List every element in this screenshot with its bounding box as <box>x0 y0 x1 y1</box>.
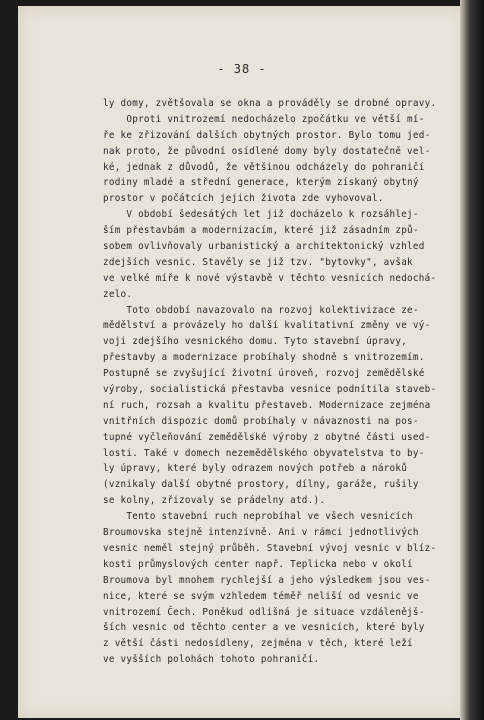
text-line: nice, které se svým vzhledem téměř neliší od vesnic ve <box>103 590 419 602</box>
text-line: přestavby a modernizace probíhaly shodně s vnitrozemím. <box>103 352 425 364</box>
text-line: losti. Také v domech nezemědělského obyvatelstva to by- <box>103 447 425 459</box>
text-line: Postupně se zvyšující životní úroveň, rozvoj zemědělské <box>103 368 425 380</box>
text-line: Tento stavební ruch neprobíhal ve všech vesnicích <box>103 511 413 523</box>
text-line: vnitrozemí Čech. Poněkud odlišná je situace vzdálenějš- <box>103 606 425 618</box>
text-line: V období šedesátých let již docházelo k rozsáhlej- <box>103 209 419 221</box>
text-line: voji zdejšího vesnického domu. Tyto stavební úpravy, <box>103 336 408 348</box>
text-line: ly úpravy, které byly odrazem nových potřeb a nároků <box>103 463 408 475</box>
text-line: mědělství a provázely ho další kvalitativní změny ve vý- <box>103 320 431 332</box>
text-line: ní ruch, rozsah a kvalitu přestaveb. Modernizace zejména <box>103 399 431 411</box>
text-line: z větší části nedosídleny, zejména v těch, které leží <box>103 638 413 650</box>
text-line: vnitřních dispozic domů probíhaly v návaznosti na pos- <box>103 415 419 427</box>
text-line: ké, jednak z důvodů, že většinou odcházely do pohraničí <box>103 161 425 173</box>
text-line: prostor v počátcích jejich života zde vyhovoval. <box>103 193 384 205</box>
text-line: zdejších vesnic. Stavěly se již tzv. "bytovky", avšak <box>103 256 413 268</box>
text-line: Oproti vnitrozemí nedocházelo zpočátku ve větší mí- <box>103 113 425 125</box>
text-line: Broumovska stejně intenzívně. Ani v rámci jednotlivých <box>103 527 419 539</box>
text-line: Broumova byl mnohem rychlejší a jeho výsledkem jsou ves- <box>103 574 431 586</box>
text-line: ve vyšších polohách tohoto pohraničí. <box>103 654 320 666</box>
text-line: tupné vyčleňování zemědělské výroby z obytné části used- <box>103 431 431 443</box>
page-edge <box>460 0 484 720</box>
page-number: - 38 - <box>217 62 267 76</box>
text-line: výroby, socialistická přestavba vesnice podnítila staveb- <box>103 384 437 396</box>
text-line: ly domy, zvětšovala se okna a prováděly se drobné opravy. <box>103 98 437 109</box>
text-line: ším přestavbám a modernizacím, které již zásadním způ- <box>103 225 419 237</box>
text-line: (vznikaly další obytné prostory, dílny, garáže, rušily <box>103 479 419 491</box>
text-line: zelo. <box>103 288 133 300</box>
text-line: vesnic neměl stejný průběh. Stavební vývoj vesnic v blíz- <box>103 542 437 554</box>
body-text <box>103 96 453 668</box>
text-line: sobem ovlivňovaly urbanistický a architektonický vzhled <box>103 241 425 253</box>
text-line: nak proto, že původní osídlené domy byly dostatečně vel- <box>103 145 431 157</box>
text-line: ve velké míře k nové výstavbě v těchto vesnicích nedochá- <box>103 272 437 284</box>
text-line: se kolny, zřizovaly se prádelny atd.). <box>103 495 326 507</box>
text-line: ře ke zřizování dalších obytných prostor. Bylo tomu jed- <box>103 129 431 141</box>
text-line: ších vesnic od těchto center a ve vesnicích, které byly <box>103 622 425 634</box>
text-line: rodiny mladé a střední generace, kterým získaný obytný <box>103 177 419 189</box>
document-page <box>18 6 466 718</box>
text-line: Toto období navazovalo na rozvoj kolektivizace ze- <box>103 304 419 316</box>
text-line: kosti průmyslových center např. Teplicka nebo v okolí <box>103 558 413 570</box>
